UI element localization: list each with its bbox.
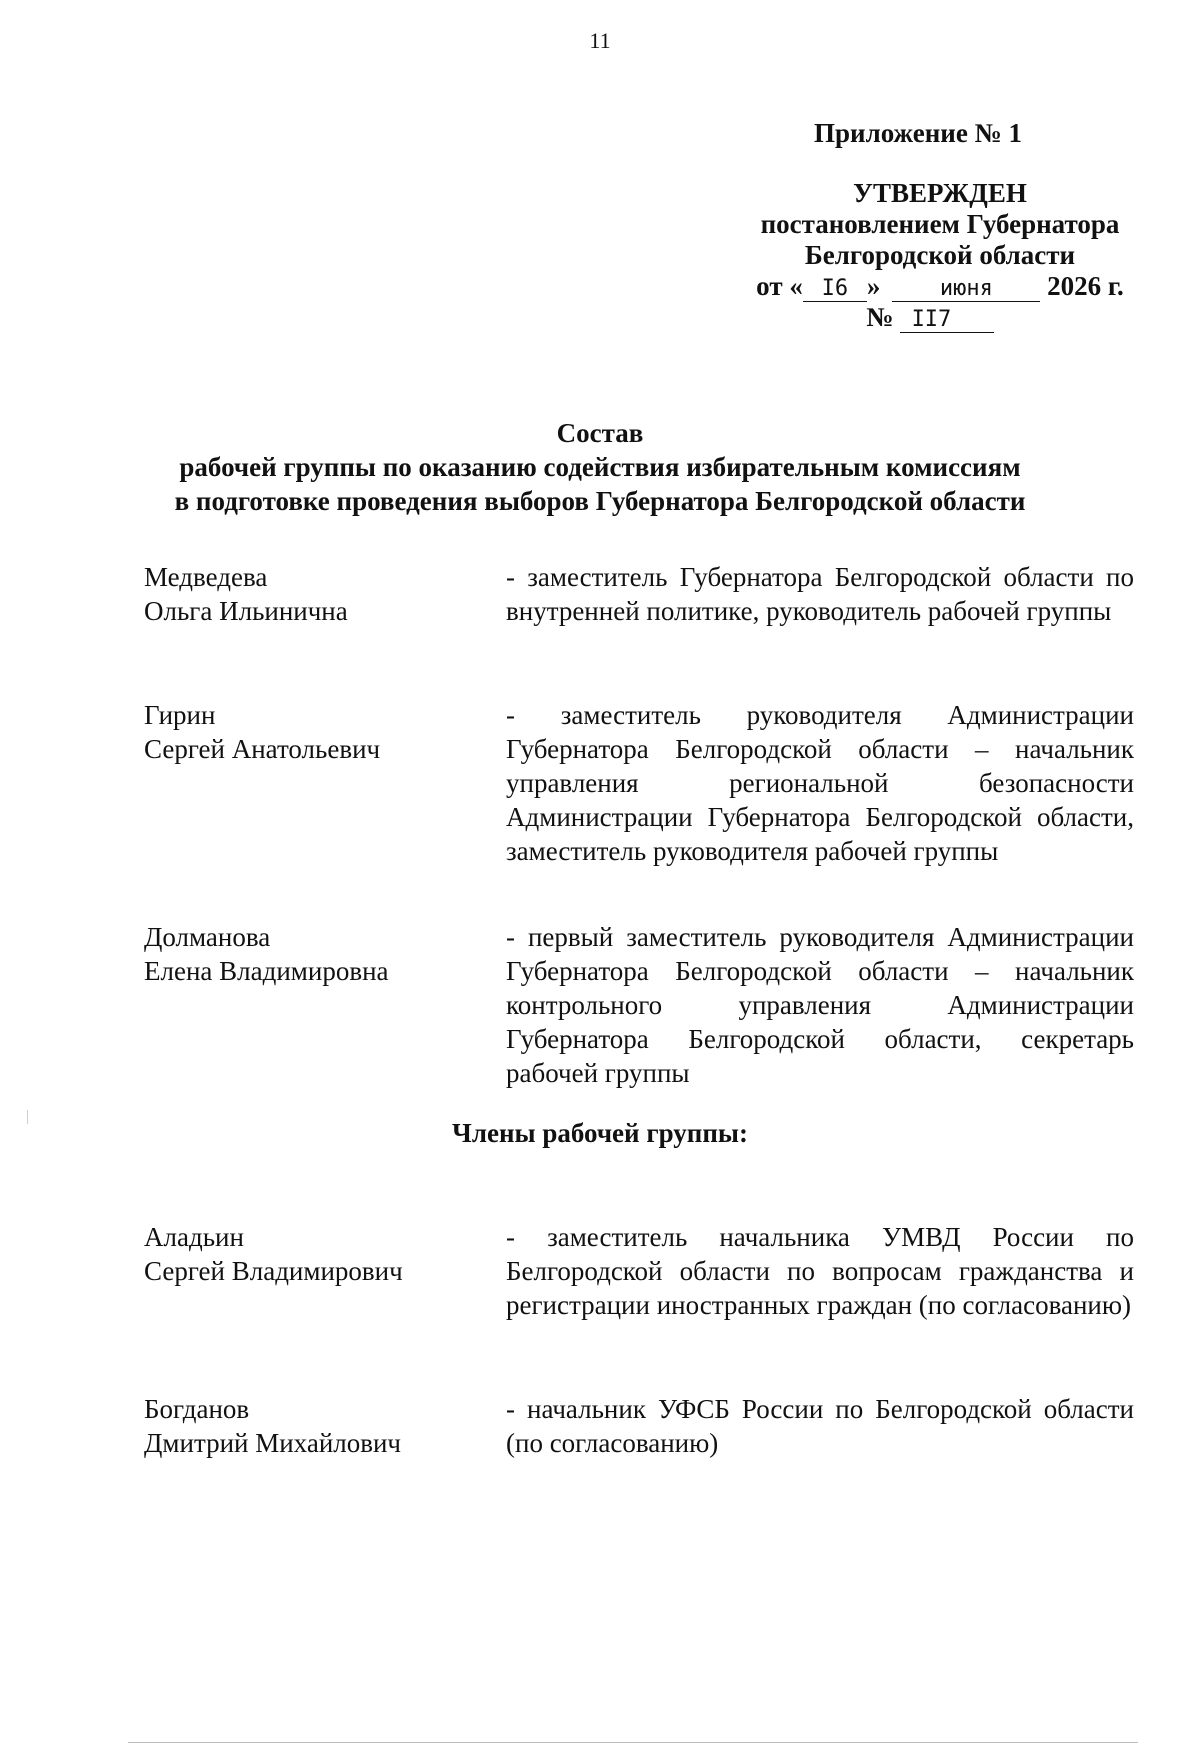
document-title: [0, 416, 1200, 518]
person-position: - первый заместитель руководителя Администрации Губернатора Белгородской области – начальник контрольного управления Администрации Губернатора Белгородской области, секретарь рабочей группы: [506, 922, 1134, 1088]
date-mid: »: [866, 271, 881, 301]
title-line-3: в подготовке проведения выборов Губернатора Белгородской области: [174, 486, 1026, 516]
members-heading: Члены рабочей группы:: [452, 1118, 748, 1148]
title-line-1: Состав: [556, 418, 644, 448]
leadership-entry: [144, 920, 1134, 1090]
number-prefix: №: [866, 302, 894, 332]
list-item: [144, 560, 1134, 628]
date-year: 2026 г.: [1047, 271, 1124, 301]
approval-number: [720, 302, 1140, 333]
approved-region: Белгородской области: [804, 240, 1076, 270]
person-name: [144, 1220, 506, 1322]
person-given-names: Сергей Анатольевич: [144, 734, 381, 764]
list-item: [144, 920, 1134, 1090]
person-surname: Богданов: [144, 1394, 250, 1424]
person-position: - заместитель начальника УМВД России по Белгородской области по вопросам гражданства и регистрации иностранных граждан (по согласованию): [506, 1222, 1134, 1320]
person-name: [144, 560, 506, 628]
page-bottom-rule: [128, 1742, 1138, 1743]
person-position: - заместитель Губернатора Белгородской области по внутренней политике, руководитель рабочей группы: [506, 562, 1134, 626]
person-position: - начальник УФСБ России по Белгородской области (по согласованию): [506, 1394, 1134, 1458]
page-number: 11: [589, 28, 611, 53]
person-given-names: Дмитрий Михайлович: [144, 1428, 402, 1458]
date-prefix: от «: [756, 271, 803, 301]
number-field: II7: [900, 308, 994, 333]
list-item: [144, 1220, 1134, 1322]
person-name: [144, 698, 506, 868]
person-surname: Аладьин: [144, 1222, 244, 1252]
approved-by: постановлением Губернатора: [760, 209, 1120, 239]
title-line-2: рабочей группы по оказанию содействия избирательным комиссиям: [179, 452, 1021, 482]
list-item: [144, 698, 1134, 868]
person-given-names: Сергей Владимирович: [144, 1256, 403, 1286]
person-surname: Гирин: [144, 700, 216, 730]
person-given-names: Елена Владимировна: [144, 956, 389, 986]
person-position: - заместитель руководителя Администрации Губернатора Белгородской области – начальник управления региональной безопасности Администрации Губернатора Белгородской области, заместитель руководителя рабочей группы: [506, 700, 1134, 866]
person-surname: Медведева: [144, 562, 268, 592]
approved-label: УТВЕРЖДЕН: [853, 178, 1027, 208]
date-day-field: I6: [803, 277, 867, 302]
scan-artifact: [27, 1110, 28, 1124]
person-given-names: Ольга Ильинична: [144, 596, 348, 626]
person-surname: Долманова: [144, 922, 271, 952]
list-item: [144, 1392, 1134, 1460]
person-name: [144, 1392, 506, 1460]
date-month-field: июня: [892, 277, 1040, 302]
leadership-entry: [144, 698, 1134, 868]
leadership-entry: [144, 560, 1134, 628]
member-entry: [144, 1392, 1134, 1460]
annex-label: Приложение № 1: [814, 118, 1022, 148]
approval-date: [740, 271, 1140, 302]
person-name: [144, 920, 506, 1090]
member-entry: [144, 1220, 1134, 1322]
approval-stamp: [740, 118, 1140, 333]
